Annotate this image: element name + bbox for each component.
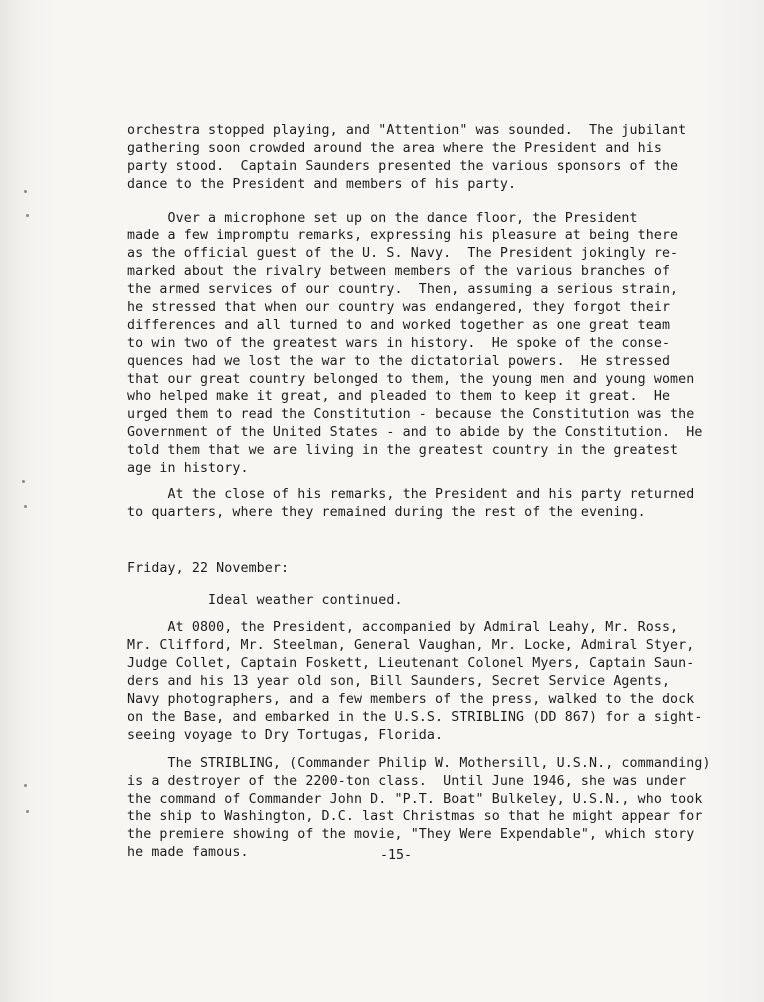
text-line: orchestra stopped playing, and "Attention" was sounded. The jubilant <box>127 123 687 138</box>
page-number: -15- <box>380 848 413 863</box>
margin-mark <box>26 810 29 813</box>
text-line: Judge Collet, Captain Foskett, Lieutenant Colonel Myers, Captain Saun- <box>127 656 695 672</box>
text-line: seeing voyage to Dry Tortugas, Florida. <box>127 727 444 743</box>
text-line: ders and his 13 year old son, Bill Saunders, Secret Service Agents, <box>127 674 671 690</box>
paragraph <box>127 755 717 862</box>
text-line: dance to the President and members of his party. <box>127 176 517 192</box>
document-body <box>127 122 717 862</box>
text-line: that our great country belonged to them, the young men and young women <box>127 371 695 387</box>
text-line: Mr. Clifford, Mr. Steelman, General Vaughan, Mr. Locke, Admiral Styer, <box>127 638 695 654</box>
text-line: the command of Commander John D. "P.T. Boat" Bulkeley, U.S.N., who took <box>127 791 703 807</box>
margin-mark <box>26 214 29 217</box>
text-line: At 0800, the President, accompanied by Admiral Leahy, Mr. Ross, <box>127 620 679 636</box>
text-line: who helped make it great, and pleaded to them to keep it great. He <box>127 389 671 405</box>
paragraph <box>127 210 717 478</box>
margin-mark <box>24 505 27 508</box>
margin-mark <box>24 190 27 193</box>
text-line: on the Base, and embarked in the U.S.S. STRIBLING (DD 867) for a sight- <box>127 709 703 725</box>
text-line: is a destroyer of the 2200-ton class. Until June 1946, she was under <box>127 773 687 789</box>
margin-mark <box>24 784 27 787</box>
text-line: The STRIBLING, (Commander Philip W. Mothersill, U.S.N., commanding) <box>127 755 711 771</box>
text-line: At the close of his remarks, the President and his party returned <box>127 486 695 502</box>
text-line: gathering soon crowded around the area where the President and his <box>127 140 662 156</box>
text-line: to quarters, where they remained during the rest of the evening. <box>127 504 646 520</box>
text-line: made a few impromptu remarks, expressing his pleasure at being there <box>127 228 679 244</box>
text-line: Ideal weather continued. <box>127 592 403 608</box>
text-line: Over a microphone set up on the dance floor, the President <box>127 210 638 226</box>
text-line: party stood. Captain Saunders presented the various sponsors of the <box>127 158 679 174</box>
text-line: he made famous. <box>127 845 249 861</box>
text-line: to win two of the greatest wars in history. He spoke of the conse- <box>127 335 671 351</box>
text-line: as the official guest of the U. S. Navy. The President jokingly re- <box>127 246 679 262</box>
paragraph <box>127 592 717 610</box>
text-line: marked about the rivalry between members of the various branches of <box>127 264 671 280</box>
paragraph <box>127 122 717 194</box>
text-line: the armed services of our country. Then, assuming a serious strain, <box>127 282 679 298</box>
text-line: age in history. <box>127 461 249 477</box>
margin-mark <box>22 480 25 483</box>
text-line: the ship to Washington, D.C. last Christmas so that he might appear for <box>127 809 703 825</box>
text-line: differences and all turned to and worked together as one great team <box>127 317 671 333</box>
paragraph <box>127 486 717 522</box>
text-line: quences had we lost the war to the dictatorial powers. He stressed <box>127 353 671 369</box>
text-line: urged them to read the Constitution - because the Constitution was the <box>127 407 695 423</box>
text-line: the premiere showing of the movie, "They Were Expendable", which story <box>127 827 695 843</box>
text-line: Friday, 22 November: <box>127 560 290 576</box>
text-line: told them that we are living in the greatest country in the greatest <box>127 443 679 459</box>
paragraph <box>127 619 717 744</box>
text-line: Government of the United States - and to abide by the Constitution. He <box>127 425 703 441</box>
paragraph <box>127 560 717 578</box>
text-line: Navy photographers, and a few members of the press, walked to the dock <box>127 692 695 708</box>
text-line: he stressed that when our country was endangered, they forgot their <box>127 300 671 316</box>
